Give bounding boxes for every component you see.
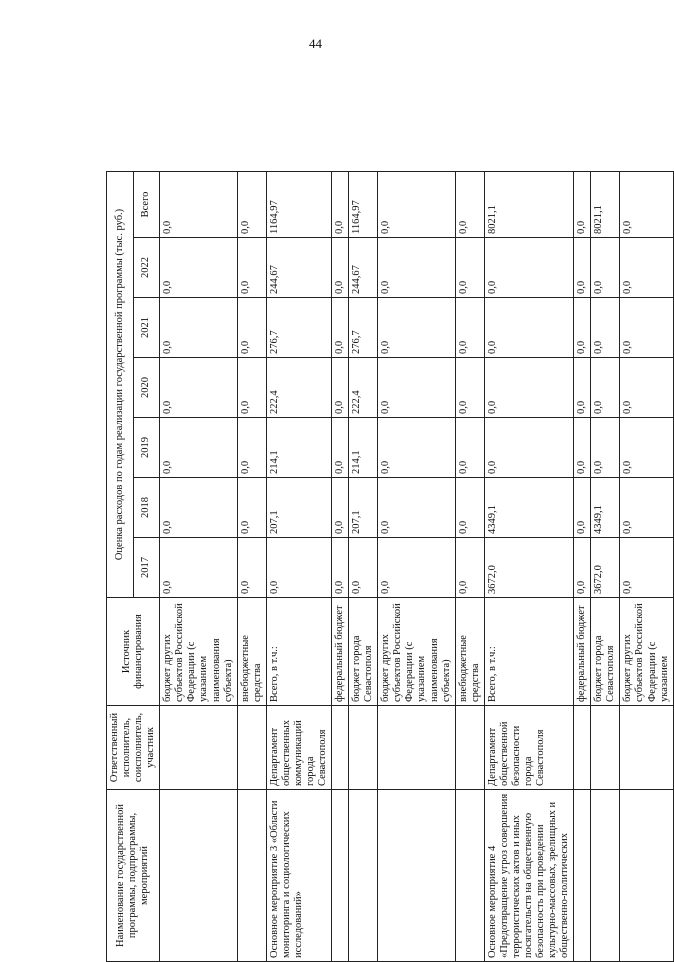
cell-value: 222,4 — [266, 358, 331, 418]
cell-value: 0,0 — [160, 478, 237, 538]
cell-value: 0,0 — [332, 358, 349, 418]
cell-value: 3672,0 — [591, 538, 620, 598]
cell-value: 0,0 — [160, 418, 237, 478]
cell-value: 0,0 — [160, 171, 237, 237]
cell-name — [237, 790, 266, 962]
cell-value: 0,0 — [591, 238, 620, 298]
cell-value: 0,0 — [332, 298, 349, 358]
cell-name — [620, 790, 673, 962]
cell-value: 276,7 — [349, 298, 378, 358]
cell-source: Всего, в т.ч.: — [266, 598, 331, 706]
cell-value: 244,67 — [266, 238, 331, 298]
table-row — [378, 171, 455, 961]
cell-name — [349, 790, 378, 962]
cell-source: федеральный бюджет — [574, 598, 591, 706]
cell-value: 0,0 — [591, 358, 620, 418]
cell-value: 0,0 — [332, 171, 349, 237]
cell-value: 0,0 — [455, 171, 484, 237]
cell-value: 0,0 — [591, 298, 620, 358]
cell-value: 0,0 — [237, 418, 266, 478]
table-row — [455, 171, 484, 961]
cell-value: 0,0 — [237, 171, 266, 237]
cell-value: 0,0 — [378, 298, 455, 358]
table-body — [160, 171, 673, 961]
cell-value: 4349,1 — [484, 478, 573, 538]
cell-source: внебюджетные средства — [237, 598, 266, 706]
cell-value: 0,0 — [332, 478, 349, 538]
cell-source: внебюджетные средства — [455, 598, 484, 706]
cell-responsible — [591, 706, 620, 790]
cell-value: 0,0 — [484, 298, 573, 358]
cell-value: 0,0 — [620, 171, 673, 237]
cell-value: 207,1 — [266, 478, 331, 538]
cell-value: 0,0 — [574, 538, 591, 598]
cell-source: бюджет города Севастополя — [349, 598, 378, 706]
cell-source: бюджет других субъектов Российской Федерации (с указанием наименования субъекта) — [378, 598, 455, 706]
table-row — [574, 171, 591, 961]
cell-value: 0,0 — [620, 418, 673, 478]
table-row — [484, 171, 573, 961]
cell-responsible — [574, 706, 591, 790]
cell-value: 0,0 — [237, 478, 266, 538]
cell-value: 0,0 — [349, 538, 378, 598]
cell-name — [160, 790, 237, 962]
table-row — [237, 171, 266, 961]
cell-value: 0,0 — [160, 358, 237, 418]
cell-source: федеральный бюджет — [332, 598, 349, 706]
cell-responsible — [620, 706, 673, 790]
cell-source: бюджет других субъектов Российской Федерации (с указанием — [620, 598, 673, 706]
cell-value: 0,0 — [332, 538, 349, 598]
cell-value: 0,0 — [455, 478, 484, 538]
header-group: Оценка расходов по годам реализации государственной программы (тыс. руб.) — [107, 171, 134, 597]
header-year: 2020 — [133, 358, 160, 418]
cell-responsible: Департамент общественной безопасности города Севастополя — [484, 706, 573, 790]
cell-value: 3672,0 — [484, 538, 573, 598]
cell-value: 0,0 — [237, 358, 266, 418]
header-total: Всего — [133, 171, 160, 237]
header-source: Источник финансирования — [107, 598, 160, 706]
cell-name: Основное мероприятие 3 «Области мониторинга и социологических исследований» — [266, 790, 331, 962]
cell-value: 0,0 — [620, 298, 673, 358]
cell-value: 0,0 — [620, 238, 673, 298]
cell-value: 0,0 — [574, 171, 591, 237]
table-row — [332, 171, 349, 961]
cell-value: 0,0 — [574, 358, 591, 418]
cell-value: 207,1 — [349, 478, 378, 538]
cell-value: 0,0 — [237, 238, 266, 298]
cell-value: 0,0 — [574, 238, 591, 298]
table-row — [591, 171, 620, 961]
cell-name — [332, 790, 349, 962]
cell-value: 8021,1 — [484, 171, 573, 237]
cell-value: 4349,1 — [591, 478, 620, 538]
cell-value: 0,0 — [484, 418, 573, 478]
cell-value: 222,4 — [349, 358, 378, 418]
rotated-table-frame — [106, 62, 670, 962]
cell-value: 0,0 — [620, 358, 673, 418]
cell-value: 0,0 — [574, 478, 591, 538]
cell-value: 0,0 — [378, 171, 455, 237]
cell-responsible — [455, 706, 484, 790]
cell-value: 0,0 — [591, 418, 620, 478]
cell-source: Всего, в т.ч.: — [484, 598, 573, 706]
cell-value: 8021,1 — [591, 171, 620, 237]
cell-value: 0,0 — [378, 238, 455, 298]
cell-value: 0,0 — [455, 418, 484, 478]
cell-value: 0,0 — [574, 418, 591, 478]
cell-value: 0,0 — [455, 298, 484, 358]
cell-value: 0,0 — [237, 538, 266, 598]
cell-value: 0,0 — [484, 358, 573, 418]
header-year: 2018 — [133, 478, 160, 538]
cell-source: бюджет города Севастополя — [591, 598, 620, 706]
cell-name — [591, 790, 620, 962]
cell-value: 0,0 — [160, 238, 237, 298]
table-row — [620, 171, 673, 961]
cell-name — [574, 790, 591, 962]
cell-value: 214,1 — [266, 418, 331, 478]
header-name: Наименование государственной программы, подпрограммы, мероприятий — [107, 790, 160, 962]
cell-value: 244,67 — [349, 238, 378, 298]
cell-value: 0,0 — [574, 298, 591, 358]
cell-value: 0,0 — [160, 538, 237, 598]
cell-value: 214,1 — [349, 418, 378, 478]
cell-value: 0,0 — [378, 538, 455, 598]
cell-value: 0,0 — [620, 538, 673, 598]
cell-responsible — [160, 706, 237, 790]
cell-source: бюджет других субъектов Российской Федерации (с указанием наименования субъекта) — [160, 598, 237, 706]
cell-value: 0,0 — [455, 238, 484, 298]
cell-responsible — [378, 706, 455, 790]
cell-value: 0,0 — [266, 538, 331, 598]
cell-responsible — [349, 706, 378, 790]
cell-value: 0,0 — [332, 238, 349, 298]
cell-value: 0,0 — [160, 298, 237, 358]
table-row — [349, 171, 378, 961]
cell-value: 0,0 — [455, 358, 484, 418]
cell-value: 0,0 — [237, 298, 266, 358]
cell-value: 0,0 — [620, 478, 673, 538]
cell-value: 0,0 — [378, 478, 455, 538]
table-wrap — [106, 171, 674, 962]
cell-name: Основное мероприятие 4 «Предотвращение угроз совершения террористических актов и иных посягательств на общественную безопасность при проведении культурно-массовых, зрелищных и общественно-политических — [484, 790, 573, 962]
cell-value: 0,0 — [378, 358, 455, 418]
cell-responsible — [237, 706, 266, 790]
table-row — [160, 171, 237, 961]
cell-responsible: Департамент общественных коммуникаций города Севастополя — [266, 706, 331, 790]
header-responsible: Ответственный исполнитель, соисполнитель, участник — [107, 706, 160, 790]
cell-value: 0,0 — [332, 418, 349, 478]
cell-value: 1164,97 — [266, 171, 331, 237]
cell-value: 276,7 — [266, 298, 331, 358]
cell-name — [455, 790, 484, 962]
header-year: 2021 — [133, 298, 160, 358]
header-year: 2022 — [133, 238, 160, 298]
cell-value: 0,0 — [378, 418, 455, 478]
table-row — [266, 171, 331, 961]
cell-responsible — [332, 706, 349, 790]
cell-value: 1164,97 — [349, 171, 378, 237]
cell-value: 0,0 — [455, 538, 484, 598]
cell-name — [378, 790, 455, 962]
budget-table — [106, 171, 674, 962]
header-year: 2019 — [133, 418, 160, 478]
header-row-1 — [107, 171, 134, 961]
header-year: 2017 — [133, 538, 160, 598]
page-number: 44 — [309, 36, 322, 51]
cell-value: 0,0 — [484, 238, 573, 298]
